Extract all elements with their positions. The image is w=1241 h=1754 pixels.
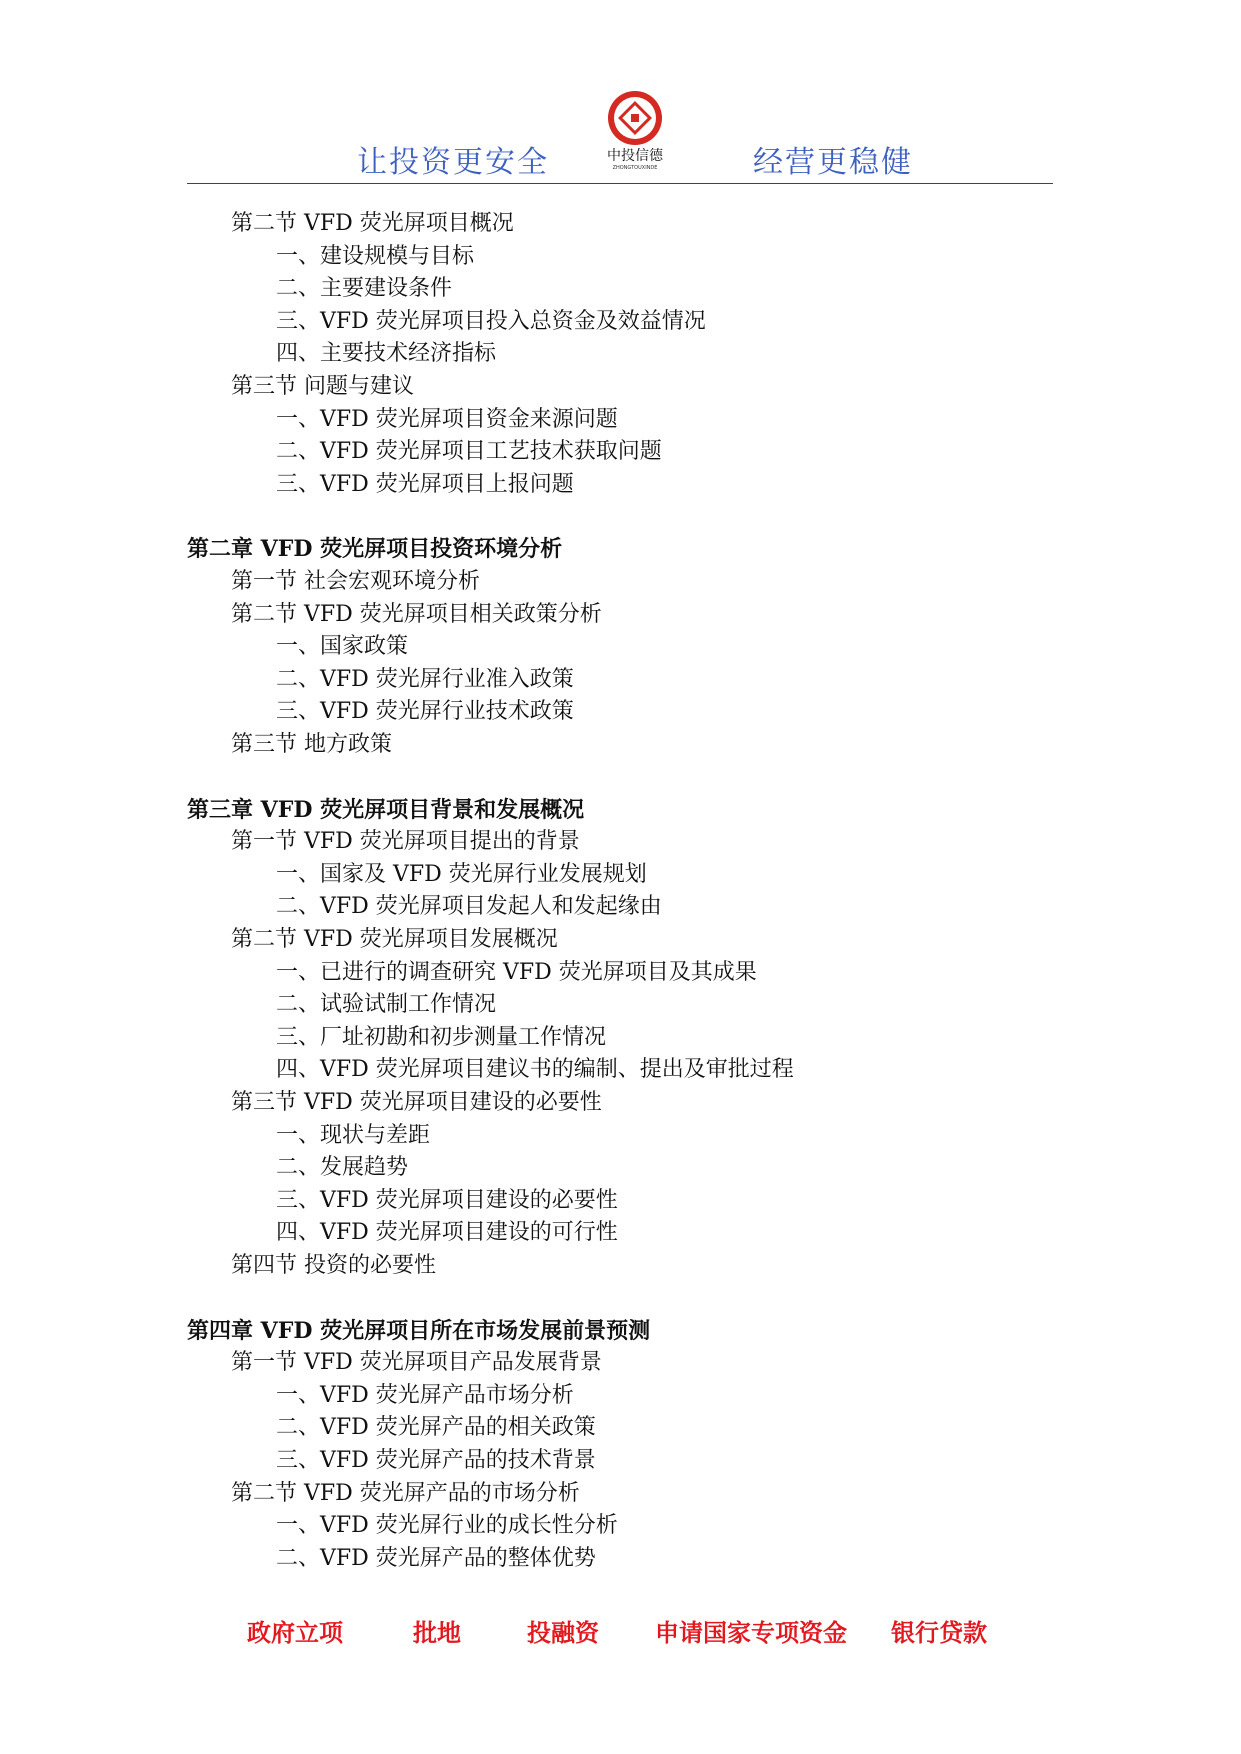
toc-item: 一、现状与差距	[276, 1122, 431, 1148]
toc-section: 第二节 VFD 荧光屏项目概况	[231, 211, 514, 236]
toc-chapter: 第二章 VFD 荧光屏项目投资环境分析	[187, 536, 563, 563]
toc-item: 一、国家及 VFD 荧光屏行业发展规划	[276, 861, 647, 887]
toc-item: 二、VFD 荧光屏产品的整体优势	[276, 1545, 596, 1571]
footer-item-financing: 投融资	[527, 1619, 599, 1647]
company-logo	[600, 88, 670, 180]
toc-chapter: 第三章 VFD 荧光屏项目背景和发展概况	[187, 796, 585, 823]
toc-section: 第二节 VFD 荧光屏项目发展概况	[231, 927, 558, 952]
footer-item-land-approval: 批地	[413, 1619, 461, 1647]
toc-item: 三、VFD 荧光屏项目建设的必要性	[276, 1187, 618, 1213]
toc-item: 一、VFD 荧光屏产品市场分析	[276, 1382, 574, 1408]
footer-item-bank-loan: 银行贷款	[891, 1619, 987, 1647]
header-divider	[187, 183, 1053, 184]
toc-item: 二、VFD 荧光屏项目发起人和发起缘由	[276, 894, 662, 920]
toc-section: 第一节 VFD 荧光屏项目提出的背景	[231, 829, 580, 855]
toc-item: 二、主要建设条件	[276, 276, 453, 302]
toc-item: 一、VFD 荧光屏行业的成长性分析	[276, 1513, 618, 1539]
page-header	[0, 0, 1241, 190]
toc-section: 第一节 VFD 荧光屏项目产品发展背景	[231, 1350, 602, 1376]
footer-item-government-approval: 政府立项	[247, 1619, 343, 1647]
toc-chapter: 第四章 VFD 荧光屏项目所在市场发展前景预测	[187, 1317, 651, 1344]
header-slogan-right: 经营更稳健	[753, 145, 913, 180]
toc-section: 第二节 VFD 荧光屏项目相关政策分析	[231, 601, 602, 627]
toc-item: 一、VFD 荧光屏项目资金来源问题	[276, 406, 618, 432]
toc-section: 第一节 社会宏观环境分析	[231, 569, 480, 594]
toc-item: 三、VFD 荧光屏产品的技术背景	[276, 1448, 596, 1473]
toc-item: 三、厂址初勘和初步测量工作情况	[276, 1024, 607, 1050]
toc-item: 四、主要技术经济指标	[276, 341, 497, 367]
toc-item: 二、VFD 荧光屏行业准入政策	[276, 666, 574, 692]
toc-item: 一、已进行的调查研究 VFD 荧光屏项目及其成果	[276, 959, 757, 985]
logo-emblem-icon	[600, 88, 670, 148]
logo-text-en: ZHONGTOUXINDE	[612, 165, 658, 171]
toc-item: 二、VFD 荧光屏产品的相关政策	[276, 1415, 596, 1441]
page-footer	[0, 1617, 1241, 1657]
toc-item: 四、VFD 荧光屏项目建议书的编制、提出及审批过程	[276, 1057, 794, 1083]
toc-item: 一、建设规模与目标	[276, 243, 475, 269]
toc-item: 二、VFD 荧光屏项目工艺技术获取问题	[276, 439, 662, 465]
toc-item: 三、VFD 荧光屏行业技术政策	[276, 699, 574, 725]
header-slogan-left: 让投资更安全	[357, 145, 549, 180]
toc-section: 第三节 VFD 荧光屏项目建设的必要性	[231, 1090, 602, 1115]
toc-section: 第三节 问题与建议	[231, 374, 414, 399]
toc-item: 二、试验试制工作情况	[276, 992, 497, 1018]
toc-item: 一、国家政策	[276, 634, 409, 660]
toc-section: 第四节 投资的必要性	[231, 1253, 436, 1278]
toc-section: 第三节 地方政策	[231, 732, 392, 757]
logo-text-cn: 中投信德	[607, 148, 663, 164]
toc-item: 三、VFD 荧光屏项目上报问题	[276, 471, 574, 497]
toc-item: 二、发展趋势	[276, 1155, 409, 1181]
toc-item: 四、VFD 荧光屏项目建设的可行性	[276, 1220, 618, 1246]
toc-item: 三、VFD 荧光屏项目投入总资金及效益情况	[276, 308, 706, 334]
footer-item-special-funds: 申请国家专项资金	[655, 1619, 847, 1647]
toc-section: 第二节 VFD 荧光屏产品的市场分析	[231, 1480, 580, 1506]
